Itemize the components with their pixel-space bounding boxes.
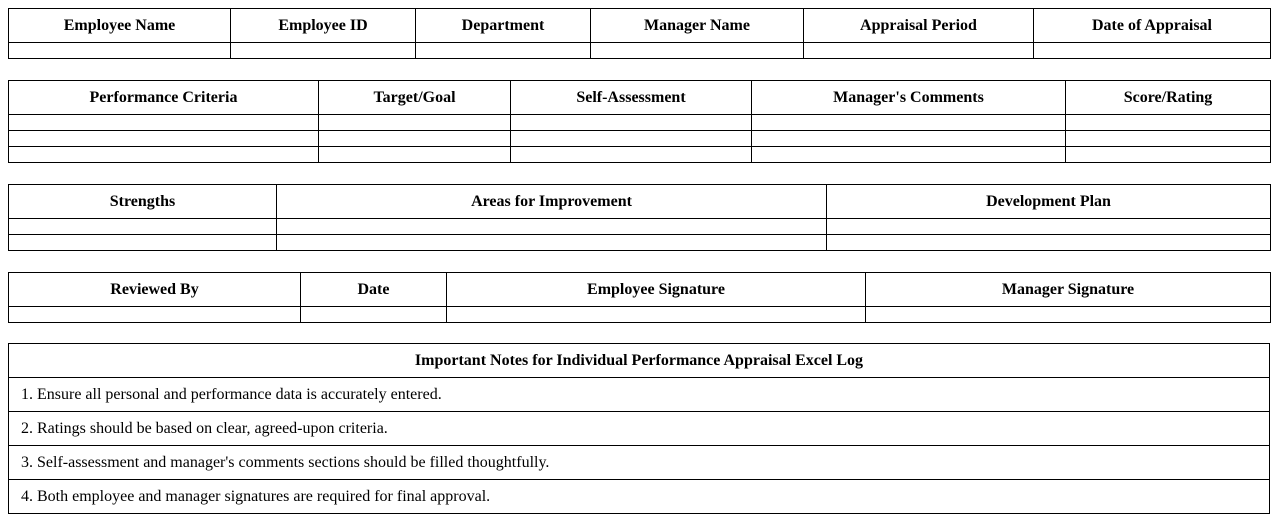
- table-cell[interactable]: [9, 219, 277, 235]
- score-rating-header: Score/Rating: [1066, 81, 1271, 115]
- notes-header-row: [9, 344, 1270, 378]
- development-plan-header: Development Plan: [827, 185, 1271, 219]
- manager-name-header: Manager Name: [591, 9, 804, 43]
- table-row: [9, 147, 1271, 163]
- table-cell[interactable]: [277, 219, 827, 235]
- managers-comments-header: Manager's Comments: [752, 81, 1066, 115]
- table-cell[interactable]: [511, 115, 752, 131]
- table-cell[interactable]: [511, 147, 752, 163]
- table-cell[interactable]: [827, 219, 1271, 235]
- date-header: Date: [301, 273, 447, 307]
- note-item: 2. Ratings should be based on clear, agreed-upon criteria.: [9, 412, 1270, 446]
- table-cell[interactable]: [9, 115, 319, 131]
- table-cell[interactable]: [827, 235, 1271, 251]
- note-item: 1. Ensure all personal and performance data is accurately entered.: [9, 378, 1270, 412]
- table-row: [9, 307, 1271, 323]
- development-table: [8, 184, 1271, 251]
- date-of-appraisal-header: Date of Appraisal: [1034, 9, 1271, 43]
- reviewed-by-header: Reviewed By: [9, 273, 301, 307]
- performance-criteria-header: Performance Criteria: [9, 81, 319, 115]
- date-cell[interactable]: [301, 307, 447, 323]
- appraisal-period-header: Appraisal Period: [804, 9, 1034, 43]
- performance-header-row: [9, 81, 1271, 115]
- table-cell[interactable]: [1066, 115, 1271, 131]
- table-cell[interactable]: [277, 235, 827, 251]
- note-item: 4. Both employee and manager signatures are required for final approval.: [9, 480, 1270, 514]
- date-of-appraisal-cell[interactable]: [1034, 43, 1271, 59]
- signoff-table: [8, 272, 1271, 323]
- reviewed-by-cell[interactable]: [9, 307, 301, 323]
- table-cell[interactable]: [9, 235, 277, 251]
- performance-table: [8, 80, 1271, 163]
- signoff-header-row: [9, 273, 1271, 307]
- note-item: 3. Self-assessment and manager's comments sections should be filled thoughtfully.: [9, 446, 1270, 480]
- table-cell[interactable]: [752, 115, 1066, 131]
- employee-info-table: [8, 8, 1271, 59]
- employee-signature-header: Employee Signature: [447, 273, 866, 307]
- manager-name-cell[interactable]: [591, 43, 804, 59]
- department-cell[interactable]: [416, 43, 591, 59]
- list-item: [9, 446, 1270, 480]
- list-item: [9, 378, 1270, 412]
- table-cell[interactable]: [752, 147, 1066, 163]
- table-cell[interactable]: [1066, 147, 1271, 163]
- development-header-row: [9, 185, 1271, 219]
- list-item: [9, 480, 1270, 514]
- department-header: Department: [416, 9, 591, 43]
- table-row: [9, 43, 1271, 59]
- table-row: [9, 235, 1271, 251]
- employee-name-header: Employee Name: [9, 9, 231, 43]
- strengths-header: Strengths: [9, 185, 277, 219]
- table-cell[interactable]: [319, 131, 511, 147]
- table-row: [9, 131, 1271, 147]
- appraisal-period-cell[interactable]: [804, 43, 1034, 59]
- employee-signature-cell[interactable]: [447, 307, 866, 323]
- list-item: [9, 412, 1270, 446]
- areas-for-improvement-header: Areas for Improvement: [277, 185, 827, 219]
- table-cell[interactable]: [752, 131, 1066, 147]
- table-row: [9, 219, 1271, 235]
- table-row: [9, 115, 1271, 131]
- table-cell[interactable]: [1066, 131, 1271, 147]
- table-cell[interactable]: [9, 147, 319, 163]
- table-cell[interactable]: [9, 131, 319, 147]
- table-cell[interactable]: [319, 115, 511, 131]
- notes-title: Important Notes for Individual Performance Appraisal Excel Log: [9, 344, 1270, 378]
- manager-signature-cell[interactable]: [866, 307, 1271, 323]
- employee-name-cell[interactable]: [9, 43, 231, 59]
- employee-id-cell[interactable]: [231, 43, 416, 59]
- employee-info-header-row: [9, 9, 1271, 43]
- manager-signature-header: Manager Signature: [866, 273, 1271, 307]
- table-cell[interactable]: [319, 147, 511, 163]
- target-goal-header: Target/Goal: [319, 81, 511, 115]
- table-cell[interactable]: [511, 131, 752, 147]
- employee-id-header: Employee ID: [231, 9, 416, 43]
- self-assessment-header: Self-Assessment: [511, 81, 752, 115]
- notes-table: [8, 343, 1270, 514]
